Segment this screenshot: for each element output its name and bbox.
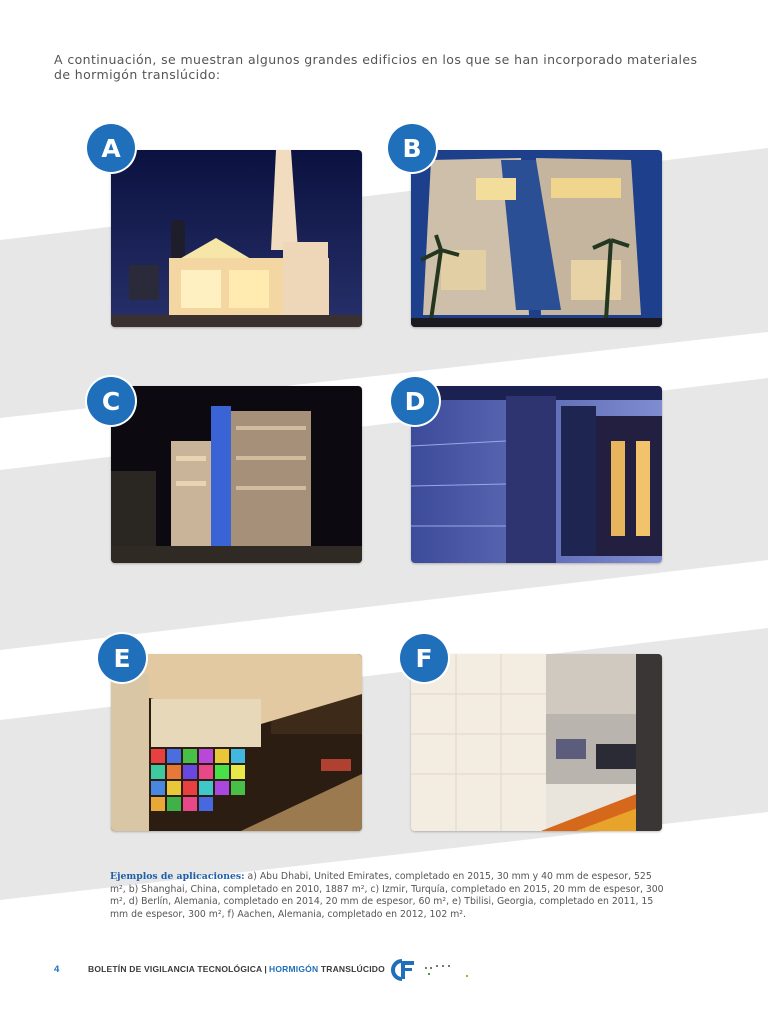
photo-c xyxy=(111,386,362,563)
caption-lead: Ejemplos de aplicaciones: xyxy=(110,871,245,882)
figure-caption xyxy=(110,871,670,921)
photo-d xyxy=(411,386,662,563)
badge-e: E xyxy=(98,634,146,682)
photo-f xyxy=(411,654,662,831)
photo-a xyxy=(111,150,362,327)
caption-body: a) Abu Dhabi, United Emirates, completado en 2015, 30 mm y 40 mm de espesor, 525 m², b) Shanghai, China, completado en 2010, 1887 m², c) Izmir, Turquía, completado en 2015, 20 mm de espesor, 300 m², d) Berlín, Alemania, completado en 2014, 20 mm de espesor, 60 m², e) Tbilisi, Georgia, completado en 2011, 15 mm de espesor, 300 m², f) Aachen, Alemania, completado en 2012, 102 m². xyxy=(110,871,664,920)
building-photo-icon xyxy=(111,654,362,831)
badge-b: B xyxy=(388,124,436,172)
footer-title xyxy=(88,964,385,974)
footer-separator: | xyxy=(264,964,267,974)
page-number: 4 xyxy=(54,964,60,975)
intro-paragraph: A continuación, se muestran algunos grandes edificios en los que se han incorporado materiales de hormigón translúcido: xyxy=(54,52,698,82)
photo-b xyxy=(411,150,662,327)
badge-a: A xyxy=(87,124,135,172)
building-photo-icon xyxy=(411,150,662,327)
building-photo-icon xyxy=(111,150,362,327)
footer-title-end: TRANSLÚCIDO xyxy=(320,964,385,974)
photo-e xyxy=(111,654,362,831)
building-photo-icon xyxy=(411,386,662,563)
badge-c: C xyxy=(87,377,135,425)
footer-title-highlight: HORMIGÓN xyxy=(269,964,319,974)
badge-f: F xyxy=(400,634,448,682)
footer-title-main: BOLETÍN DE VIGILANCIA TECNOLÓGICA xyxy=(88,964,263,974)
page-footer xyxy=(0,958,768,982)
badge-d: D xyxy=(391,377,439,425)
publisher-logo-icon xyxy=(390,958,470,982)
building-photo-icon xyxy=(111,386,362,563)
building-photo-icon xyxy=(411,654,662,831)
